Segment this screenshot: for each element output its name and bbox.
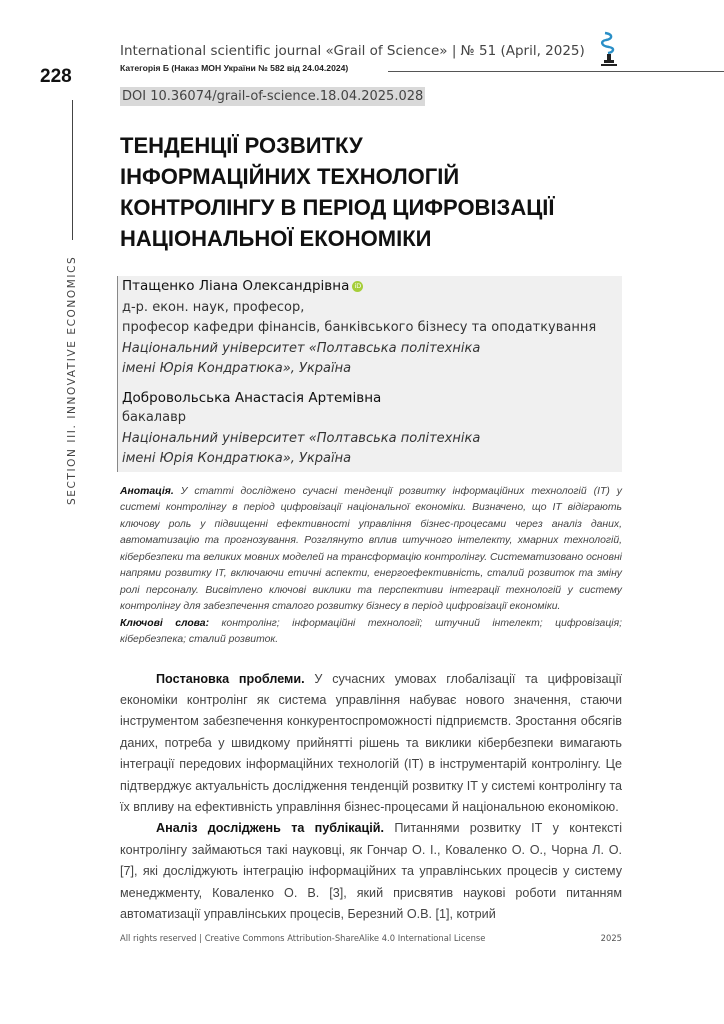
page-footer [120, 933, 622, 944]
paragraph-heading: Постановка проблеми. [156, 671, 305, 686]
paragraph-heading: Аналіз досліджень та публікацій. [156, 821, 385, 836]
author-2 [122, 388, 622, 470]
section-label: SECTION III. INNOVATIVE ECONOMICS [66, 255, 78, 505]
paragraph-text: У сучасних умовах глобалізації та цифровізації економіки контролінг як система управління набуває нового значення, стаючи інструментом забезпечення конкурентоспроможності підприємств. Зростання обсягів даних, потреба у швидкому прийнятті рішень та виклики кібербезпеки вимагають інтеграції передових інформаційних технологій (ІТ) в інструментарій контролінгу. Це підтверджує актуальність дослідження тенденцій розвитку ІТ у системі контролінгу та їх впливу на ефективність управління бізнес-процесами й національною економікою. [120, 671, 623, 814]
title-line: ІНФОРМАЦІЙНИХ ТЕХНОЛОГІЙ [120, 164, 460, 189]
paragraph [120, 669, 622, 819]
content-column [117, 276, 622, 964]
keywords-label: Ключові слова: [120, 617, 210, 629]
journal-category: Категорія Б (Наказ МОН України № 582 від 24.04.2024) [120, 63, 349, 73]
page-number: 228 [40, 66, 72, 87]
header-rule [388, 71, 724, 72]
title-line: ТЕНДЕНЦІЇ РОЗВИТКУ [120, 133, 363, 158]
authors-block [117, 276, 622, 472]
paragraph-text: Питаннями розвитку ІТ у контексті контролінгу займаються такі науковці, як Гончар О. І., Коваленко О. О., Чорна Л. О. [7], які досліджують інтеграцію інформаційних та управлінських процесів у систему менеджменту, Коваленко О. В. [3], який присвятив наукові роботи питанням автоматизації управлінських процесів, Березний О.В. [1], котрий [120, 821, 622, 921]
orcid-icon[interactable]: iD [352, 281, 363, 292]
author-degree: бакалавр [122, 410, 186, 425]
author-affiliation: імені Юрія Кондратюка», Україна [122, 451, 352, 466]
author-name: Добровольська Анастасія Артемівна [122, 389, 382, 406]
author-affiliation: Національний університет «Полтавська політехніка [122, 340, 481, 356]
title-line: КОНТРОЛІНГУ В ПЕРІОД ЦИФРОВІЗАЦІЇ [120, 195, 555, 220]
author-affiliation: імені Юрія Кондратюка», Україна [122, 361, 352, 376]
author-1 [122, 276, 622, 380]
title-line: НАЦІОНАЛЬНОЇ ЕКОНОМІКИ [120, 226, 432, 251]
journal-title: International scientific journal «Grail of Science» | № 51 (April, 2025) [120, 43, 585, 59]
footer-year: 2025 [600, 933, 622, 944]
author-degree: д-р. екон. наук, професор, [122, 299, 305, 315]
abstract-text: У статті досліджено сучасні тенденції розвитку інформаційних технологій (ІТ) у системі контролінгу в період цифровізації національної економіки. Визначено, що ІТ відіграють ключову роль у підвищенні ефективності управління бізнес-процесами через аналіз даних, автоматизацію та прогнозування. Розглянуто вплив штучного інтелекту, хмарних технологій, кібербезпеки та великих мовних моделей на трансформацію контролінгу. Систематизовано основні напрями розвитку ІТ, включаючи етичні аспекти, енергоефективність, сталий розвиток та зміну ролі персоналу. Висвітлено ключові виклики та перспективи інтеграції технологій у систему контролінгу для забезпечення сталого розвитку бізнесу в період цифровізації економіки. [120, 485, 623, 612]
abstract [120, 484, 622, 649]
vertical-divider [72, 100, 73, 240]
journal-logo-icon [596, 30, 622, 70]
doi-link[interactable]: DOI 10.36074/grail-of-science.18.04.2025.028 [122, 89, 424, 104]
article-body [120, 669, 622, 926]
keywords-text: контролінг; інформаційні технології; штучний інтелект; цифровізація; кібербезпека; сталий розвиток. [120, 617, 623, 645]
license-text: All rights reserved | Creative Commons Attribution-ShareAlike 4.0 International License [120, 933, 486, 944]
author-affiliation: Національний університет «Полтавська політехніка [122, 430, 481, 446]
article-title [120, 130, 680, 254]
author-position: професор кафедри фінансів, банківського бізнесу та оподаткування [122, 320, 597, 335]
abstract-label: Анотація. [120, 485, 174, 497]
author-name: Птащенко Ліана Олександрівна [122, 278, 350, 294]
paragraph [120, 818, 622, 925]
